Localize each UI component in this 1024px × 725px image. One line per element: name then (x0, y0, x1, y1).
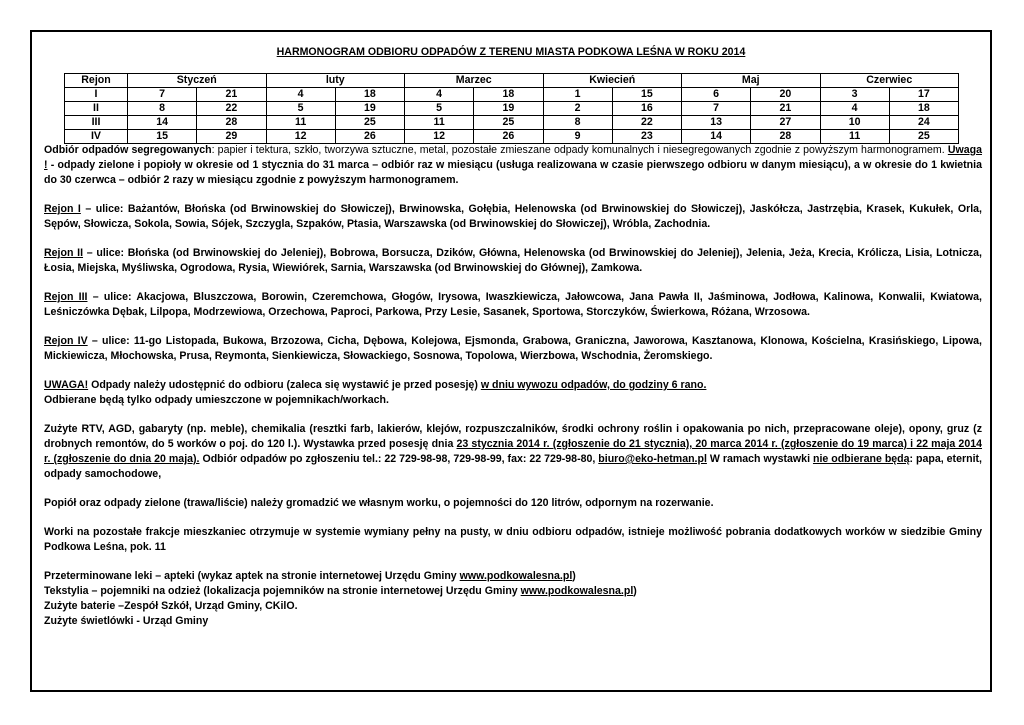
header-month: luty (266, 74, 405, 88)
intro-paragraph (44, 143, 982, 188)
uwaga2-deadline: w dniu wywozu odpadów, do godziny 6 rano. (480, 379, 707, 391)
website-link[interactable]: www.podkowalesna.pl (520, 585, 634, 597)
intro-tail: zgodnie z powyższym harmonogramem. (751, 144, 948, 156)
fluorescent-line: Zużyte świetlówki - Urząd Gminy (44, 615, 209, 627)
day-cell: 18 (889, 102, 958, 116)
uwaga2-text: Odpady należy udostępnić do odbioru (zaleca się wystawić je przed posesję) (88, 379, 481, 391)
day-cell: 11 (820, 130, 889, 144)
rejon-paragraph (44, 246, 982, 276)
day-cell: 1 (543, 88, 612, 102)
day-cell: 24 (889, 116, 958, 130)
uwaga2-line2: Odbierane będą tylko odpady umieszczone w pojemnikach/workach. (44, 394, 389, 406)
ash-paragraph: Popiół oraz odpady zielone (trawa/liście) należy gromadzić we własnym worku, o pojemności do 120 litrów, odpornym na rozerwanie. (44, 497, 714, 509)
document-frame (30, 30, 992, 692)
day-cell: 19 (474, 102, 543, 116)
rejon-label: Rejon III (44, 291, 88, 303)
uwaga-paragraph (44, 378, 982, 393)
day-cell: 18 (474, 88, 543, 102)
rejon-label: Rejon II (44, 247, 84, 259)
day-cell: 26 (335, 130, 404, 144)
day-cell: 26 (474, 130, 543, 144)
email-link[interactable]: biuro@eko-hetman.pl (598, 453, 707, 465)
bulky-text-1: Zużyte RTV, AGD, gabaryty (np. meble), chemikalia (resztki farb, lakierów, klejów, rozpuszczalników, środki ochrony roślin i opakowania po nich, przepracowane oleje), opony, gruz (z drobnych remontów, do 5 worków o poj. do 120 l.). Wystawka przed posesję dnia (44, 423, 982, 450)
day-cell: 20 (751, 88, 820, 102)
rejon-label: Rejon IV (44, 335, 88, 347)
day-cell: 4 (405, 88, 474, 102)
day-cell: 25 (335, 116, 404, 130)
day-cell: 3 (820, 88, 889, 102)
bulky-waste-paragraph (44, 422, 982, 482)
day-cell: 18 (335, 88, 404, 102)
day-cell: 14 (682, 130, 751, 144)
day-cell: 11 (405, 116, 474, 130)
intro-green-waste: - odpady zielone i popioły w okresie od 1 stycznia do 31 marca – odbiór raz w miesiącu (usługa realizowana w czasie pierwszego odbioru w danym miesiącu), a w okresie do 1 kwietnia do 30 czerwca – odbiór 2 razy w miesiącu zgodnie z powyższym harmonogramem. (44, 159, 982, 186)
medicines-text: Przeterminowane leki – apteki (wykaz aptek na stronie internetowej Urzędu Gminy (44, 570, 460, 582)
day-cell: 5 (405, 102, 474, 116)
schedule-table (64, 73, 959, 144)
bulky-text-4: : papa, eternit, odpady samochodowe, (44, 453, 982, 480)
rejon-paragraph (44, 290, 982, 320)
day-cell: 11 (266, 116, 335, 130)
bulky-text-3: W ramach wystawki (706, 453, 813, 465)
rejon-cell: I (65, 88, 128, 102)
uwaga-label: Uwaga ! (44, 144, 982, 171)
textiles-text: Tekstylia – pojemniki na odzież (lokalizacja pojemników na stronie internetowej Urzędu Gminy (44, 585, 521, 597)
bulky-text-2: Odbiór odpadów po zgłoszeniu tel.: 22 729-98-98, 729-98-99, fax: 22 729-98-80, (199, 453, 599, 465)
bags-paragraph: Worki na pozostałe frakcje mieszkaniec otrzymuje w systemie wymiany pełny na pusty, w dniu odbioru odpadów, istnieje możliwość pobrania dodatkowych worków w siedzibie Gminy Podkowa Leśna, pok. 11 (44, 526, 982, 553)
bulky-not-collected: nie odbierane będą (812, 453, 910, 465)
header-month: Styczeń (128, 74, 267, 88)
table-row (65, 116, 959, 130)
day-cell: 8 (128, 102, 197, 116)
table-row (65, 102, 959, 116)
day-cell: 13 (682, 116, 751, 130)
day-cell: 29 (197, 130, 266, 144)
day-cell: 25 (889, 130, 958, 144)
header-month: Kwiecień (543, 74, 682, 88)
rejon-label: Rejon I (44, 203, 81, 215)
day-cell: 8 (543, 116, 612, 130)
batteries-line: Zużyte baterie –Zespół Szkół, Urząd Gminy, CKilO. (44, 600, 298, 612)
rejon-streets: – ulice: Akacjowa, Bluszczowa, Borowin, Czeremchowa, Głogów, Irysowa, Iwaszkiewicza, Jałowcowa, Jana Pawła II, Jaśminowa, Jodłowa, Kalinowa, Konwalii, Kwiatowa, Leśniczówka Dębak, Lilpopa, Modrzewiowa, Orzechowa, Paproci, Parkowa, Przy Lesie, Sasanek, Sportowa, Storczyków, Świerkowa, Różana, Wrzosowa. (44, 291, 982, 318)
day-cell: 9 (543, 130, 612, 144)
day-cell: 14 (128, 116, 197, 130)
day-cell: 23 (612, 130, 681, 144)
textiles-line (44, 584, 982, 599)
table-row (65, 130, 959, 144)
page-title: HARMONOGRAM ODBIORU ODPADÓW Z TERENU MIASTA PODKOWA LEŚNA W ROKU 2014 (276, 46, 746, 58)
intro-items: : papier i tektura, szkło, tworzywa sztuczne, metal, pozostałe zmieszane odpady komunalnych i niesegregowanych (211, 144, 752, 156)
document-body (44, 143, 982, 629)
day-cell: 5 (266, 102, 335, 116)
rejon-streets: – ulice: 11-go Listopada, Bukowa, Brzozowa, Cicha, Dębowa, Kolejowa, Ejsmonda, Grabowa, Graniczna, Jaworowa, Kasztanowa, Klonowa, Kościelna, Krasińskiego, Lipowa, Mickiewicza, Młochowska, Prusa, Reymonta, Sienkiewicza, Słowackiego, Sosnowa, Topolowa, Wierzbowa, Wschodnia, Żeromskiego. (44, 335, 982, 362)
rejon-cell: II (65, 102, 128, 116)
day-cell: 6 (682, 88, 751, 102)
textiles-end: ) (633, 585, 637, 597)
website-link[interactable]: www.podkowalesna.pl (459, 570, 573, 582)
rejon-cell: IV (65, 130, 128, 144)
day-cell: 25 (474, 116, 543, 130)
day-cell: 21 (197, 88, 266, 102)
day-cell: 4 (820, 102, 889, 116)
day-cell: 2 (543, 102, 612, 116)
bulky-dates: 23 stycznia 2014 r. (zgłoszenie do 21 stycznia), 20 marca 2014 r. (zgłoszenie do 19 marca) i 22 maja 2014 r. (zgłoszenie do dnia 20 maja). (44, 438, 983, 465)
header-month: Marzec (405, 74, 544, 88)
medicines-end: ) (572, 570, 576, 582)
day-cell: 21 (751, 102, 820, 116)
rejon-paragraph (44, 334, 982, 364)
table-header-row (65, 74, 959, 88)
day-cell: 12 (405, 130, 474, 144)
day-cell: 16 (612, 102, 681, 116)
day-cell: 4 (266, 88, 335, 102)
day-cell: 28 (751, 130, 820, 144)
uwaga2-label: UWAGA! (44, 379, 89, 391)
medicines-line (44, 569, 982, 584)
day-cell: 15 (128, 130, 197, 144)
day-cell: 28 (197, 116, 266, 130)
day-cell: 27 (751, 116, 820, 130)
header-rejon: Rejon (65, 74, 128, 88)
day-cell: 22 (612, 116, 681, 130)
day-cell: 19 (335, 102, 404, 116)
rejon-cell: III (65, 116, 128, 130)
day-cell: 15 (612, 88, 681, 102)
header-month: Maj (682, 74, 821, 88)
table-row (65, 88, 959, 102)
rejon-streets: – ulice: Bażantów, Błońska (od Brwinowskiej do Słowiczej), Brwinowska, Gołębia, Helenowska (od Brwinowskiej do Słowiczej), Jaskółcza, Jastrzębia, Krasek, Kukułek, Orla, Sępów, Słowicza, Sokola, Sowia, Sójek, Szczygla, Szpaków, Ptasia, Warszawska (od Brwinowskiej do Słowiczej), Wróbla, Zachodnia. (44, 203, 982, 230)
day-cell: 7 (682, 102, 751, 116)
day-cell: 22 (197, 102, 266, 116)
rejon-paragraph (44, 202, 982, 232)
day-cell: 10 (820, 116, 889, 130)
rejon-streets: – ulice: Błońska (od Brwinowskiej do Jeleniej), Bobrowa, Borsucza, Dzików, Główna, Helenowska (od Brwinowskiej do Jeleniej), Jelenia, Jeża, Krecia, Królicza, Lisia, Lotnicza, Łosia, Miejska, Myśliwska, Ogrodowa, Rysia, Wiewiórek, Sarnia, Warszawska (od Brwinowskiej do Głównej), Zamkowa. (44, 247, 982, 274)
day-cell: 7 (128, 88, 197, 102)
header-month: Czerwiec (820, 74, 959, 88)
intro-lead: Odbiór odpadów segregowanych (44, 144, 212, 156)
day-cell: 12 (266, 130, 335, 144)
day-cell: 17 (889, 88, 958, 102)
